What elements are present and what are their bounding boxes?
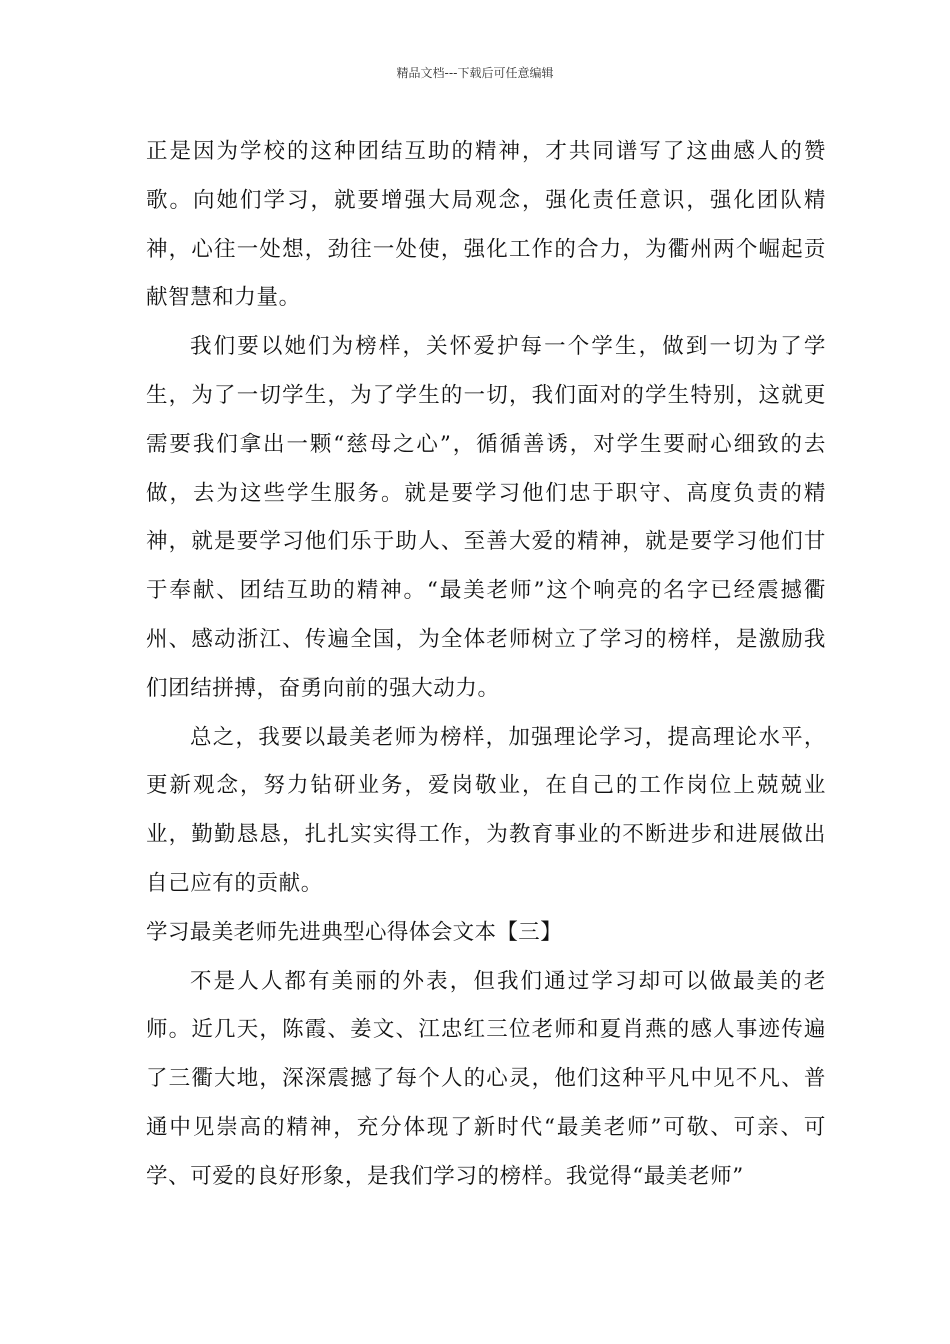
page-header: 精品文档---下载后可任意编辑 bbox=[396, 66, 554, 80]
paragraph-conclusion: 总之，我要以最美老师为榜样，加强理论学习，提高理论水平，更新观念，努力钻研业务，爱岗敬业，在自己的工作岗位上兢兢业业，勤勤恳恳，扎扎实实得工作，为教育事业的不断进步和进展做出自己应有的贡献。 bbox=[146, 724, 826, 896]
paragraph-role-model: 我们要以她们为榜样，关怀爱护每一个学生，做到一切为了学生，为了一切学生，为了学生的一切，我们面对的学生特别，这就更需要我们拿出一颗“慈母之心”，循循善诱，对学生要耐心细致的去做，去为这些学生服务。就是要学习他们忠于职守、高度负责的精神，就是要学习他们乐于助人、至善大爱的精神，就是要学习他们甘于奉献、团结互助的精神。“最美老师”这个响亮的名字已经震撼衢州、感动浙江、传遍全国，为全体老师树立了学习的榜样，是激励我们团结拼搏，奋勇向前的强大动力。 bbox=[146, 334, 826, 701]
section-title: 学习最美老师先进典型心得体会文本【三】 bbox=[146, 919, 563, 945]
paragraph-continuation: 正是因为学校的这种团结互助的精神，才共同谱写了这曲感人的赞歌。向她们学习，就要增强大局观念，强化责任意识，强化团队精神，心往一处想，劲往一处使，强化工作的合力，为衢州两个崛起贡献智慧和力量。 bbox=[146, 139, 826, 311]
paragraph-section-three: 不是人人都有美丽的外表，但我们通过学习却可以做最美的老师。近几天，陈霞、姜文、江忠红三位老师和夏肖燕的感人事迹传遍了三衢大地，深深震撼了每个人的心灵，他们这种平凡中见不凡、普通中见崇高的精神，充分体现了新时代“最美老师”可敬、可亲、可学、可爱的良好形象，是我们学习的榜样。我觉得“最美老师” bbox=[146, 968, 826, 1189]
document-body bbox=[146, 128, 826, 1202]
